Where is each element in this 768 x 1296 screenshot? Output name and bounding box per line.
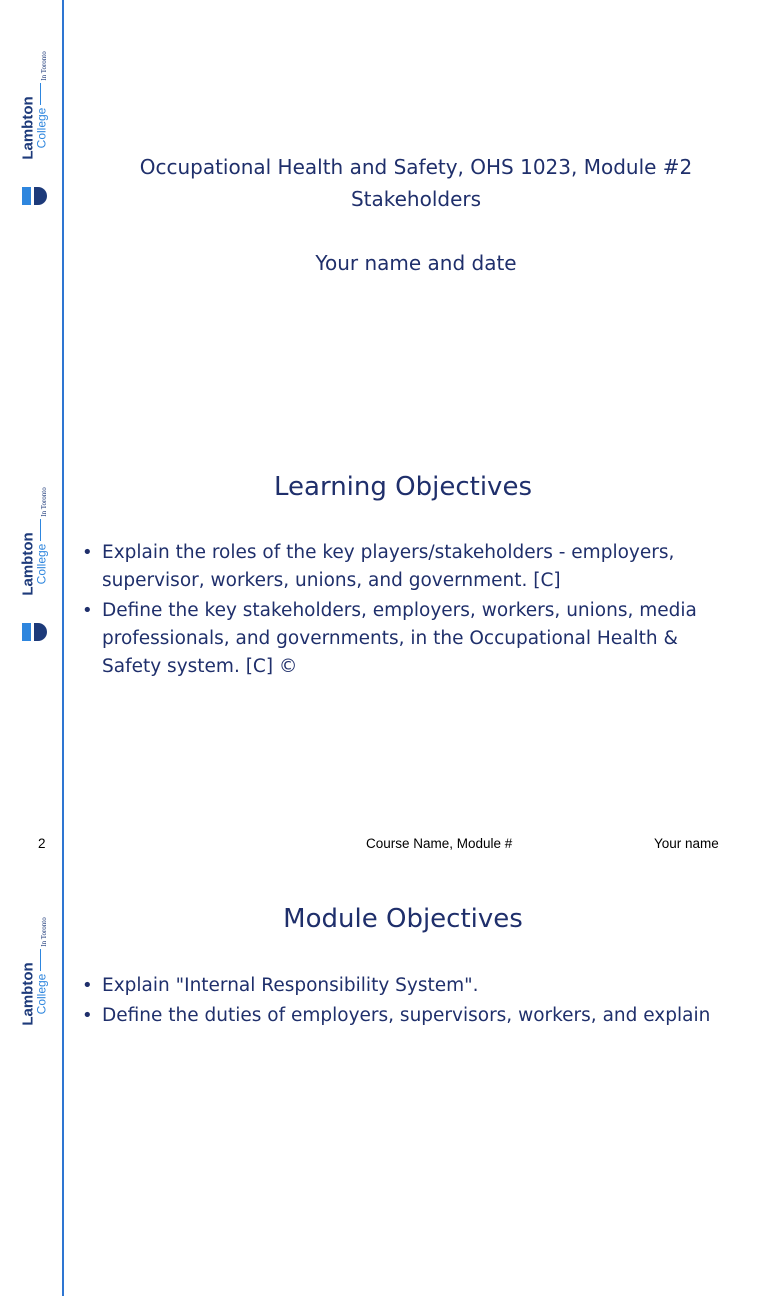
logo-wordmark: [21, 532, 48, 595]
logo-college: College: [34, 973, 49, 1015]
slide-learning-objectives: [0, 432, 768, 864]
logo-wordmark: [21, 962, 48, 1025]
objectives-list: [82, 972, 722, 1032]
lambton-logo: [14, 48, 54, 208]
slide-divider-line: [62, 0, 64, 432]
lambton-logo: [14, 914, 54, 1074]
slide-title: [0, 0, 768, 432]
logo-mark-icon: [20, 185, 48, 207]
logo-college: College: [34, 107, 49, 149]
slide-module-objectives: [0, 864, 768, 1296]
objectives-list: [82, 539, 722, 683]
footer-author: Your name: [654, 836, 719, 851]
logo-wordmark: [21, 96, 48, 159]
logo-location: In Toronto: [40, 487, 48, 517]
lambton-logo: [14, 484, 54, 644]
list-item: • Define the duties of employers, supervisors, workers, and explain: [82, 1002, 722, 1030]
footer-course: Course Name, Module #: [366, 836, 513, 851]
logo-mark-icon: [20, 621, 48, 643]
title-line-1: Occupational Health and Safety, OHS 1023, Module #2: [139, 155, 693, 179]
list-item: • Explain "Internal Responsibility System".: [82, 972, 722, 1000]
presentation-subtitle: Your name and date: [315, 251, 517, 275]
list-item: • Explain the roles of the key players/stakeholders - employers, supervisor, workers, unions, and government. [C]: [82, 539, 722, 595]
presentation-title: [64, 151, 768, 215]
logo-brand: Lambton: [19, 962, 37, 1026]
list-item: • Define the key stakeholders, employers, workers, unions, media professionals, and governments, in the Occupational Health & Safety system. [C] ©: [82, 597, 722, 681]
slide-heading: Module Objectives: [283, 904, 523, 934]
title-line-2: Stakeholders: [350, 187, 482, 211]
logo-location: In Toronto: [40, 917, 48, 947]
logo-brand: Lambton: [19, 96, 37, 160]
page-number: 2: [38, 836, 46, 851]
slide-heading: Learning Objectives: [274, 472, 532, 502]
logo-location: In Toronto: [40, 51, 48, 81]
logo-college: College: [34, 543, 49, 585]
logo-brand: Lambton: [19, 532, 37, 596]
